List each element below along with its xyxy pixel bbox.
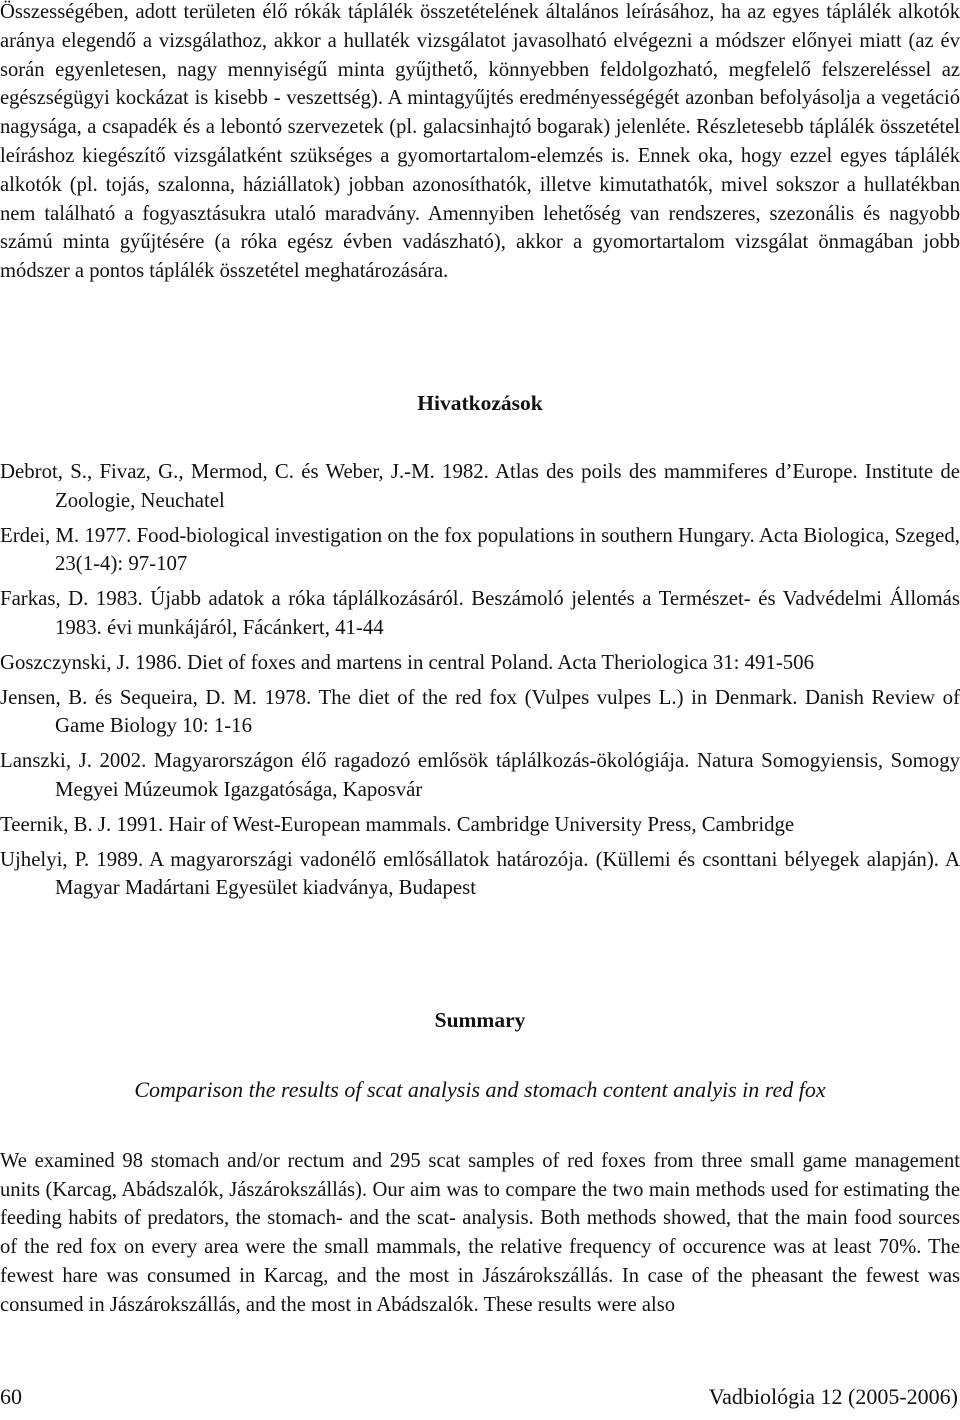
summary-paragraph: We examined 98 stomach and/or rectum and 295 scat samples of red foxes from three small game management units (Karcag, Abádszalók, Jászárokszállás). Our aim was to compare the two main methods used for estimating the feeding habits of predators, the stomach- and the scat- analysis. Both methods showed, that the main food sources of the red fox on every area were the small mammals, the relative frequency of occurence was at least 70%. The fewest hare was consumed in Karcag, and the most in Jászárokszállás. In case of the pheasant the fewest was consumed in Jászárokszállás, and the most in Abádszalók. These results were also [0,1150,960,1316]
reference-list [0,458,960,909]
reference-item: Jensen, B. és Sequeira, D. M. 1978. The diet of the red fox (Vulpes vulpes L.) in Denmark. Danish Review of Game Biology 10: 1-16 [0,685,960,737]
page-footer [0,1383,960,1417]
reference-item: Ujhelyi, P. 1989. A magyarországi vadonélő emlősállatok határozója. (Küllemi és csonttani bélyegek alapján). A Magyar Madártani Egyesület kiadványa, Budapest [0,847,960,899]
journal-citation: Vadbiológia 12 (2005-2006) [708,1384,958,1409]
reference-item: Farkas, D. 1983. Újabb adatok a róka táplálkozásáról. Beszámoló jelentés a Természet- és Vadvédelmi Állomás 1983. évi munkájáról, Fácánkert, 41-44 [0,587,960,639]
reference-item: Lanszki, J. 2002. Magyarországon élő ragadozó emlősök táplálkozás-ökológiája. Natura Somogyiensis, Somogy Megyei Múzeumok Igazgatósága, Kaposvár [0,749,960,801]
reference-item: Debrot, S., Fivaz, G., Mermod, C. és Weber, J.-M. 1982. Atlas des poils des mammiferes d’Europe. Institute de Zoologie, Neuchatel [0,460,960,512]
body-paragraph: Összességében, adott területen élő rókák táplálék összetételének általános leírásához, ha az egyes táplálék alkotók aránya elegendő a vizsgálathoz, akkor a hullaték vizsgálatot javasolható elvégezni a módszer előnyei miatt (az év során egyenletesen, nagy mennyiségű minta gyűjthető, könnyebben feldolgozható, megfelelő felszereléssel az egészségügyi kockázat is kisebb - veszettség). A mintagyűjtés eredményességégét azonban befolyásolja a vegetáció nagysága, a csapadék és a lebontó szervezetek (pl. galacsinhajtó bogarak) jelenléte. Részletesebb táplálék összetétel leíráshoz kiegészítő vizsgálatként szükséges a gyomortartalom-elemzés is. Ennek oka, hogy ezzel egyes táplálék alkotók (pl. tojás, szalonna, háziállatok) jobban azonosíthatók, illetve kimutathatók, mivel sokszor a hullatékban nem található a fogyasztásukra utaló maradvány. Amennyiben lehetőség van rendszeres, szezonális és nagyobb számú minta gyűjtésére (a róka egész évben vadászható), akkor a gyomortartalom vizsgálat önmagában jobb módszer a pontos táplálék összetétel meghatározására. [0,1,960,283]
page-number: 60 [0,1384,22,1409]
reference-item: Erdei, M. 1977. Food-biological investigation on the fox populations in southern Hungary. Acta Biologica, Szeged, 23(1-4): 97-107 [0,523,960,575]
summary-heading: Summary [434,1008,526,1032]
summary-title: Comparison the results of scat analysis and stomach content analyis in red fox [134,1077,826,1102]
reference-item: Teernik, B. J. 1991. Hair of West-European mammals. Cambridge University Press, Cambridge [0,812,795,836]
references-heading: Hivatkozások [417,391,543,415]
reference-item: Goszczynski, J. 1986. Diet of foxes and martens in central Poland. Acta Theriologica 31: 491-506 [0,650,814,674]
